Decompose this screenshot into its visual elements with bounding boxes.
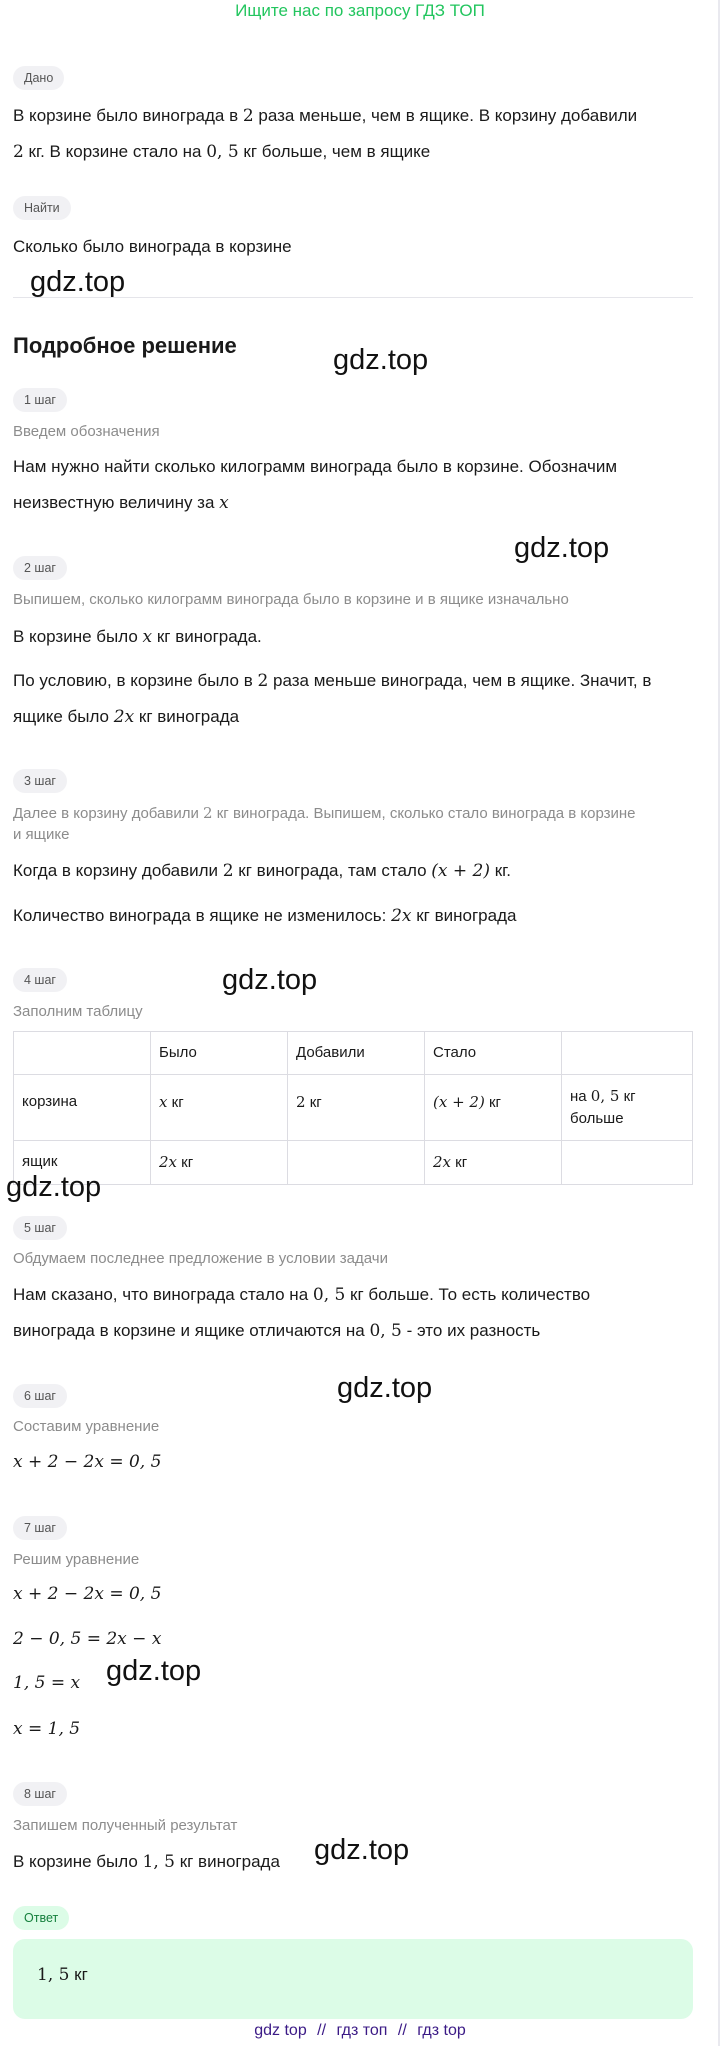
cell-unit: кг (305, 1094, 322, 1111)
table-cell (562, 1141, 693, 1185)
cell-unit: кг (451, 1154, 468, 1171)
footer-separator: // (397, 2022, 407, 2039)
answer-box (13, 1939, 693, 2019)
footer-link-2[interactable]: гдз топ (336, 2022, 388, 2039)
step-2-variable: x (142, 627, 153, 647)
step-3-text: кг винограда, там стало (233, 861, 432, 880)
footer-link-3[interactable]: гдз top (417, 2022, 466, 2039)
step-5-text: кг больше. То есть количество (345, 1285, 591, 1304)
step-5-text: Нам сказано, что винограда стало на (13, 1285, 313, 1304)
table-header-cell (14, 1032, 151, 1075)
watermark: gdz.top (337, 1372, 433, 1404)
step-2-text: По условию, в корзине было в (13, 671, 258, 690)
cell-expression: 2x (159, 1153, 178, 1171)
table-cell (151, 1075, 288, 1141)
step-6-equation: x + 2 − 2x = 0, 5 (13, 1452, 162, 1472)
step-3-text: кг. (490, 861, 512, 880)
cell-number: 2 (296, 1093, 306, 1111)
given-text: кг больше, чем в ящике (238, 142, 431, 161)
step-3-hint-2: и ящике (13, 826, 70, 843)
find-text: Сколько было винограда в корзине (13, 237, 292, 256)
table-header-cell: Было (151, 1032, 288, 1075)
step-3-text: Когда в корзину добавили (13, 861, 223, 880)
cell-unit: кг (167, 1094, 184, 1111)
step-7-label: 7 шаг (13, 1516, 67, 1540)
cell-number: 0, 5 (590, 1087, 620, 1105)
watermark: gdz.top (222, 964, 318, 996)
given-text: В корзине было винограда в (13, 106, 243, 125)
step-2-label: 2 шаг (13, 556, 67, 580)
step-5-text-2 (13, 1313, 693, 1349)
step-7-equation-4: x = 1, 5 (13, 1719, 81, 1739)
step-3-expression: 2x (391, 906, 412, 926)
footer-links (0, 2022, 720, 2040)
step-8-text-part: В корзине было (13, 1852, 143, 1871)
cell-text: на (570, 1088, 591, 1105)
given-number: 2 (242, 106, 254, 126)
step-5-text: винограда в корзине и ящике отличаются на (13, 1321, 370, 1340)
watermark: gdz.top (333, 344, 429, 376)
step-7-equation-1: x + 2 − 2x = 0, 5 (13, 1584, 162, 1604)
table-cell (288, 1075, 425, 1141)
watermark: gdz.top (106, 1655, 202, 1687)
step-6-label: 6 шаг (13, 1384, 67, 1408)
step-7-equation-3: 1, 5 = x (13, 1673, 81, 1693)
table-header-row (14, 1032, 693, 1075)
table-cell (425, 1141, 562, 1185)
table-header-cell: Добавили (288, 1032, 425, 1075)
cell-text: кг (619, 1088, 636, 1105)
table-cell (562, 1075, 693, 1141)
table-cell (288, 1141, 425, 1185)
table-header-cell (562, 1032, 693, 1075)
given-line-2 (13, 134, 693, 170)
watermark: gdz.top (30, 266, 126, 298)
answer-unit: кг (69, 1965, 88, 1984)
step-2-hint: Выпишем, сколько килограмм винограда было в корзине и в ящике изначально (13, 591, 569, 608)
step-3-hint-text: кг винограда. Выпишем, сколько стало винограда в корзине (212, 805, 636, 822)
answer-number: 1, 5 (37, 1965, 70, 1985)
table-row (14, 1141, 693, 1185)
step-2-text: В корзине было (13, 627, 143, 646)
given-label: Дано (13, 66, 64, 90)
step-2-text-3 (13, 699, 693, 735)
step-3-text: Количество винограда в ящике не изменилось: (13, 906, 392, 925)
step-3-text-1 (13, 853, 693, 889)
fill-table (13, 1031, 693, 1185)
step-5-number: 0, 5 (369, 1321, 402, 1341)
answer-label: Ответ (13, 1906, 69, 1930)
table-row (14, 1075, 693, 1141)
step-7-hint: Решим уравнение (13, 1551, 140, 1568)
table-header-cell: Стало (425, 1032, 562, 1075)
footer-link-1[interactable]: gdz top (254, 2022, 307, 2039)
cell-unit: кг (484, 1094, 502, 1111)
given-text: кг. В корзине стало на (23, 142, 207, 161)
answer-value (37, 1965, 88, 1985)
step-3-hint-text: Далее в корзину добавили (13, 805, 204, 822)
step-7-equation-2: 2 − 0, 5 = 2x − x (13, 1629, 162, 1649)
given-label-wrap (13, 66, 693, 90)
step-2-expression: 2x (113, 707, 135, 727)
step-3-hint-number: 2 (203, 804, 213, 822)
cell-expression: x (159, 1093, 168, 1111)
solution-title: Подробное решение (13, 333, 237, 358)
step-3-text: кг винограда (411, 906, 517, 925)
step-8-label: 8 шаг (13, 1782, 67, 1806)
step-3-label: 3 шаг (13, 769, 67, 793)
search-banner: Ищите нас по запросу ГДЗ ТОП (235, 1, 485, 20)
step-8-hint: Запишем полученный результат (13, 1817, 238, 1834)
step-5-number: 0, 5 (312, 1285, 346, 1305)
watermark: gdz.top (514, 532, 610, 564)
given-text: раза меньше, чем в ящике. В корзину добавили (253, 106, 638, 125)
footer-separator: // (317, 2022, 327, 2039)
step-2-text: кг винограда. (152, 627, 262, 646)
watermark: gdz.top (6, 1171, 102, 1203)
find-label-wrap (13, 196, 693, 220)
step-2-text: ящике было (13, 707, 114, 726)
step-2-text: раза меньше винограда, чем в ящике. Значит, в (268, 671, 652, 690)
step-5-text-1 (13, 1277, 693, 1313)
step-4-label: 4 шаг (13, 968, 67, 992)
cell-text: больше (570, 1110, 624, 1127)
step-1-text-1: Нам нужно найти сколько килограмм винограда было в корзине. Обозначим (13, 457, 618, 476)
table-cell: ящик (14, 1141, 151, 1185)
step-1-variable: x (219, 493, 229, 513)
step-4-hint: Заполним таблицу (13, 1003, 143, 1020)
step-2-text-1 (13, 619, 693, 655)
step-1-text: неизвестную величину за (13, 493, 220, 512)
step-3-text-2 (13, 898, 693, 934)
table-cell: корзина (14, 1075, 151, 1141)
step-2-text: кг винограда (134, 707, 240, 726)
step-1-text-2 (13, 485, 693, 521)
cell-unit: кг (177, 1154, 194, 1171)
step-8-number: 1, 5 (142, 1852, 175, 1872)
step-1-label: 1 шаг (13, 388, 67, 412)
find-label: Найти (13, 196, 71, 220)
step-1-hint: Введем обозначения (13, 423, 160, 440)
cell-expression: (x + 2) (433, 1093, 485, 1111)
fill-table-wrap (13, 1031, 693, 1185)
step-5-text: - это их разность (401, 1321, 541, 1340)
step-3-expression: (x + 2) (431, 861, 490, 881)
step-6-hint: Составим уравнение (13, 1418, 160, 1435)
step-2-number: 2 (257, 671, 269, 691)
given-line-1 (13, 98, 693, 134)
given-number: 2 (13, 142, 24, 162)
step-8-text-part: кг винограда (174, 1852, 280, 1871)
given-number: 0, 5 (206, 142, 239, 162)
step-3-number: 2 (222, 861, 234, 881)
watermark: gdz.top (314, 1834, 410, 1866)
step-3-hint-1 (13, 802, 693, 825)
table-cell (425, 1075, 562, 1141)
step-2-text-2 (13, 663, 693, 699)
cell-expression: 2x (433, 1153, 452, 1171)
step-5-hint: Обдумаем последнее предложение в условии задачи (13, 1250, 388, 1267)
table-cell (151, 1141, 288, 1185)
step-5-label: 5 шаг (13, 1216, 67, 1240)
